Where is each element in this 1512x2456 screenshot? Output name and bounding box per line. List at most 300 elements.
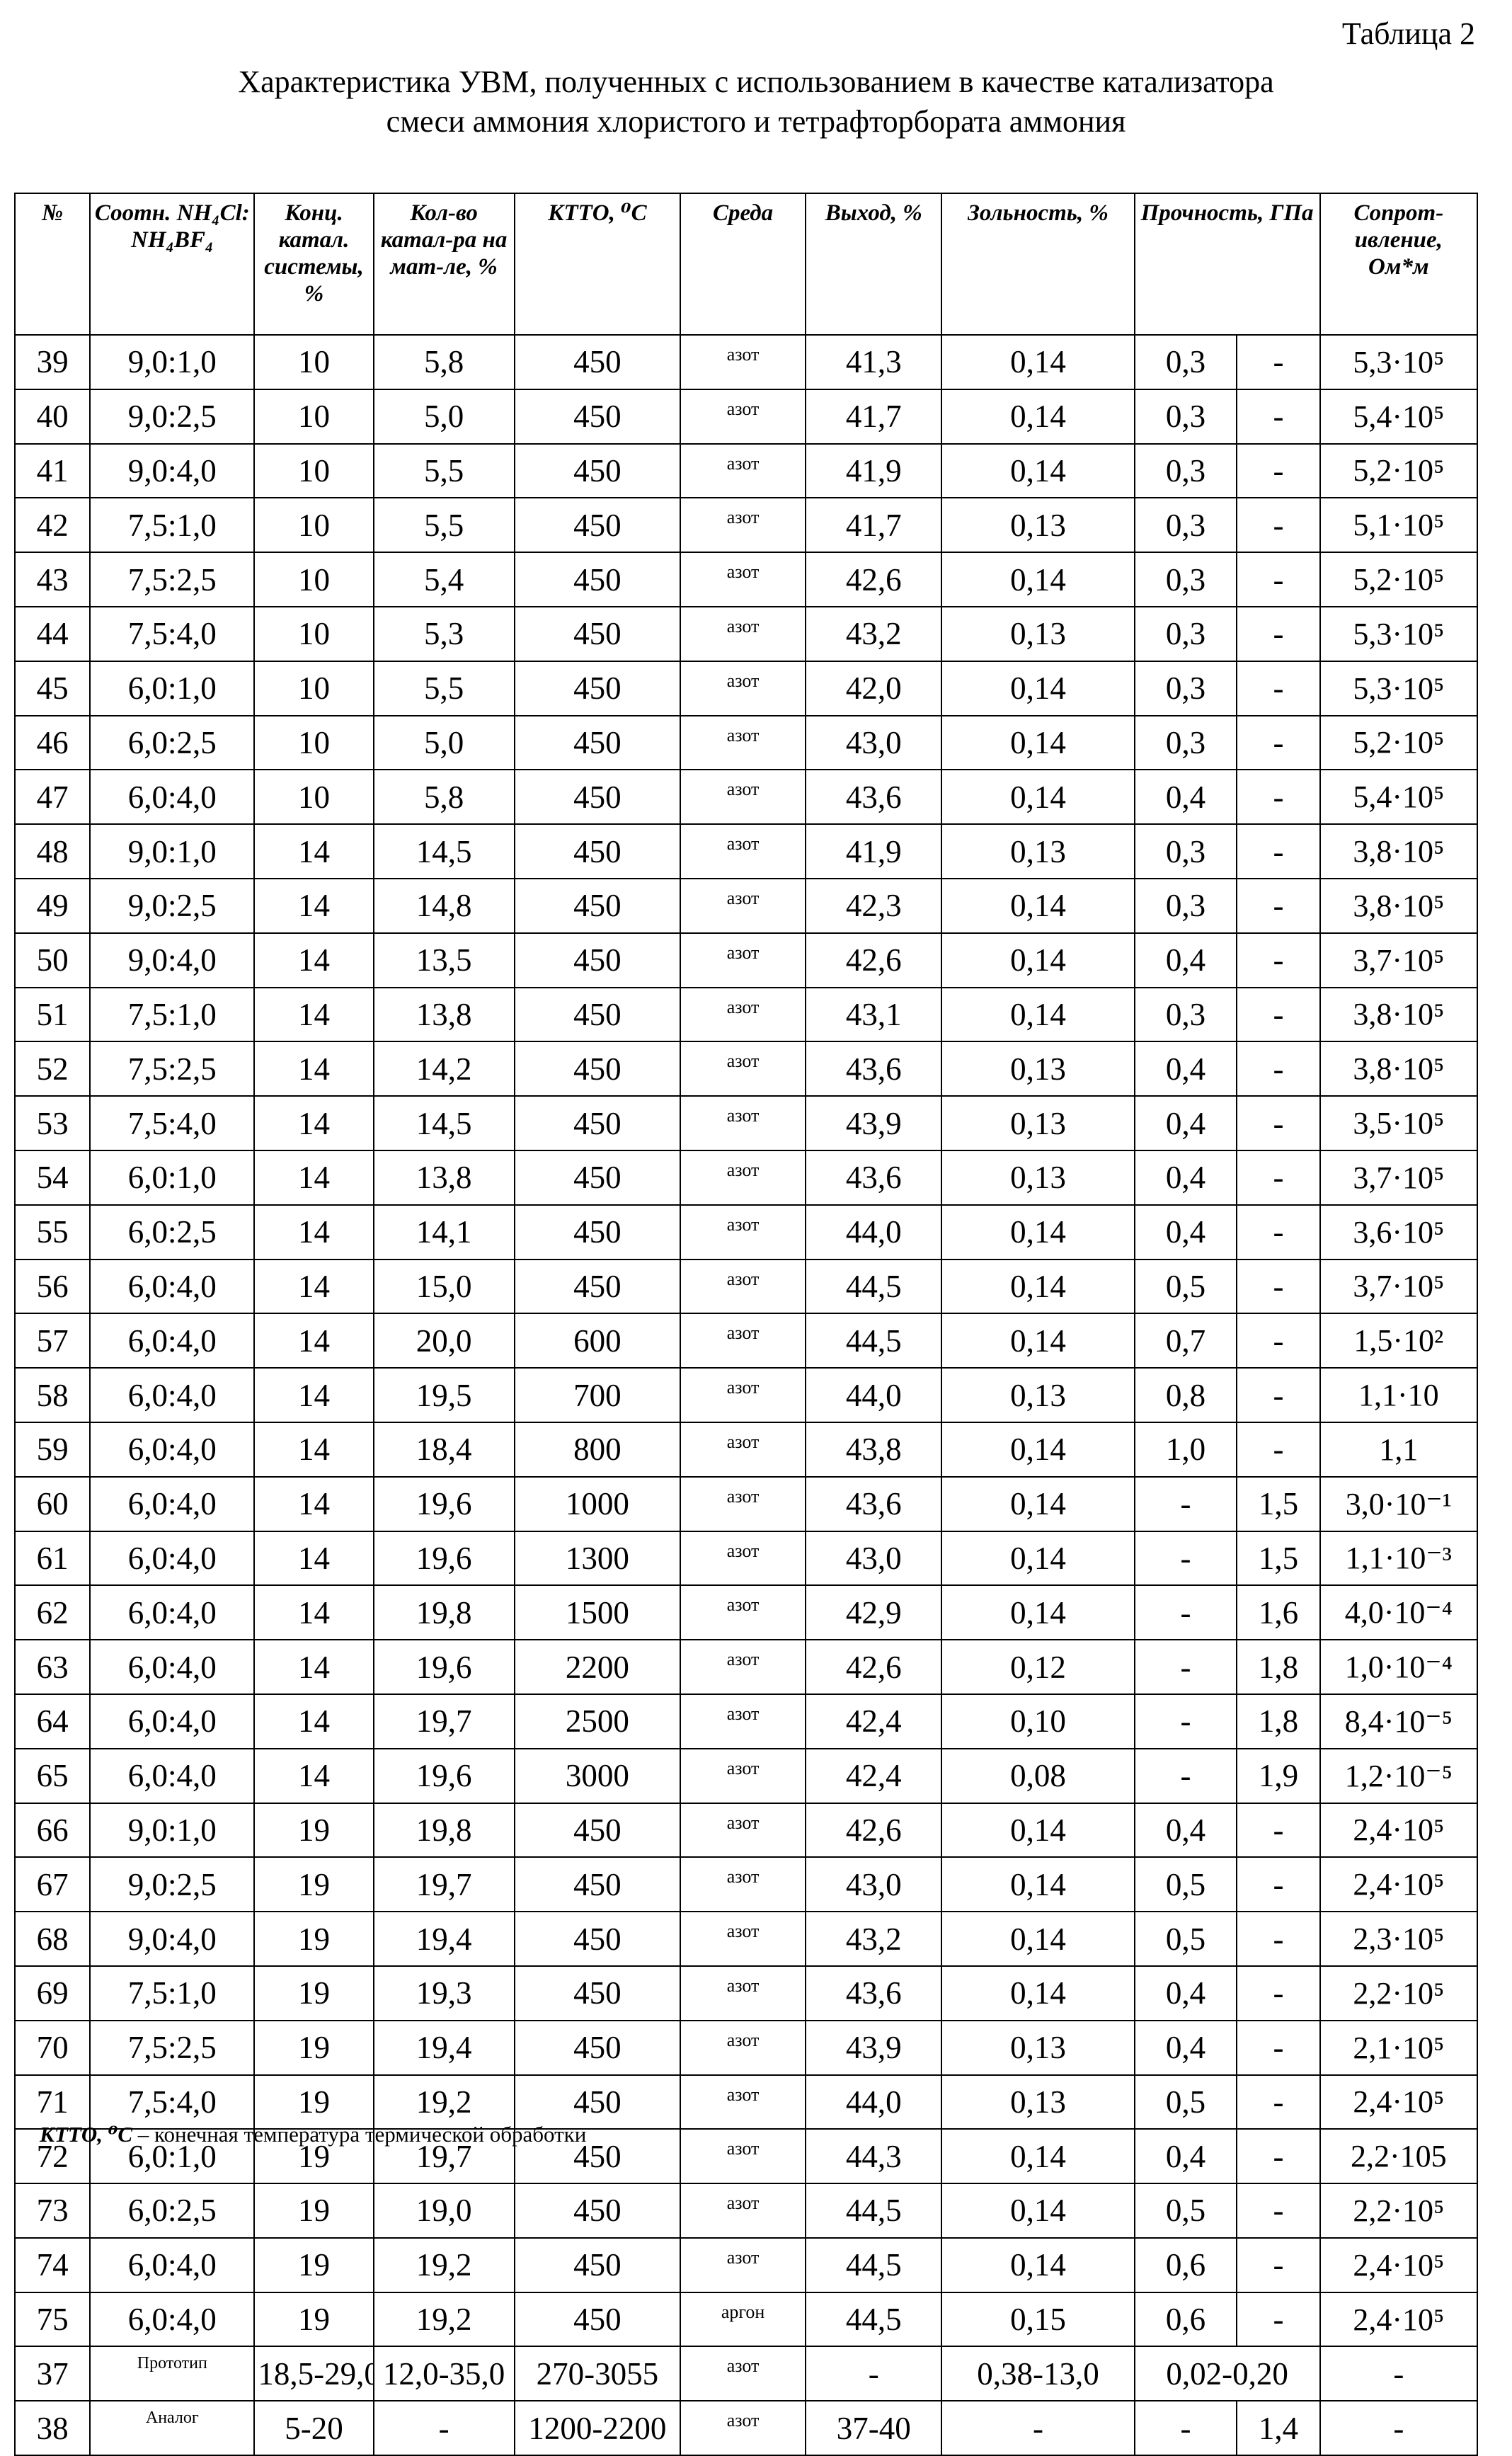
cell-ratio: 6,0:4,0	[90, 1477, 254, 1531]
cell-ash: 0,13	[941, 1096, 1134, 1150]
cell-yield: 43,0	[806, 716, 941, 770]
cell-medium: азот	[680, 2129, 806, 2183]
cell-num: 45	[15, 661, 90, 716]
cell-s1: 0,4	[1135, 1205, 1237, 1260]
cell-conc: 14	[254, 1694, 373, 1749]
cell-amount: 13,8	[374, 1150, 515, 1205]
cell-amount: 18,4	[374, 1422, 515, 1477]
table-row	[15, 1150, 1477, 1205]
cell-res: 2,2·10⁵	[1320, 2183, 1477, 2238]
cell-yield: 42,4	[806, 1749, 941, 1803]
cell-ash: 0,14	[941, 770, 1134, 824]
cell-ratio: 6,0:4,0	[90, 770, 254, 824]
cell-res: 5,3·10⁵	[1320, 607, 1477, 661]
cell-res: 3,8·10⁵	[1320, 1041, 1477, 1096]
table-row	[15, 716, 1477, 770]
cell-medium: азот	[680, 2401, 806, 2455]
cell-s1: 0,3	[1135, 879, 1237, 933]
cell-s2: -	[1237, 1857, 1319, 1912]
cell-ktto: 450	[515, 1205, 680, 1260]
cell-num: 56	[15, 1260, 90, 1314]
cell-amount: 14,1	[374, 1205, 515, 1260]
cell-ratio: 6,0:2,5	[90, 2183, 254, 2238]
cell-amount: 19,7	[374, 1857, 515, 1912]
cell-num: 68	[15, 1912, 90, 1966]
header-ktto: КТТО, ⁰С	[515, 193, 680, 335]
cell-ash: 0,14	[941, 2238, 1134, 2292]
cell-s2: 1,6	[1237, 1585, 1319, 1640]
cell-s2: -	[1237, 498, 1319, 552]
cell-yield: 44,5	[806, 2238, 941, 2292]
cell-conc: 14	[254, 933, 373, 988]
cell-s1: 1,0	[1135, 1422, 1237, 1477]
cell-ash: 0,13	[941, 498, 1134, 552]
cell-ktto: 800	[515, 1422, 680, 1477]
cell-yield: 43,1	[806, 988, 941, 1042]
cell-yield: 44,5	[806, 1313, 941, 1368]
cell-amount: 19,3	[374, 1966, 515, 2021]
cell-s1: 0,3	[1135, 607, 1237, 661]
cell-conc: 10	[254, 552, 373, 607]
cell-num: 37	[15, 2346, 90, 2401]
cell-conc: 19	[254, 2129, 373, 2183]
cell-ratio: 6,0:2,5	[90, 716, 254, 770]
cell-amount: 5,4	[374, 552, 515, 607]
cell-conc: 10	[254, 661, 373, 716]
cell-num: 66	[15, 1803, 90, 1858]
cell-ratio: 6,0:4,0	[90, 1260, 254, 1314]
cell-medium: азот	[680, 1260, 806, 1314]
cell-s2: -	[1237, 661, 1319, 716]
cell-s2: -	[1237, 770, 1319, 824]
cell-yield: 43,9	[806, 1096, 941, 1150]
table-row	[15, 2021, 1477, 2075]
table-row	[15, 1205, 1477, 1260]
cell-medium: азот	[680, 1205, 806, 1260]
cell-amount: 19,5	[374, 1368, 515, 1422]
cell-medium: азот	[680, 1803, 806, 1858]
cell-ash: 0,13	[941, 607, 1134, 661]
cell-num: 50	[15, 933, 90, 988]
cell-s2: -	[1237, 1803, 1319, 1858]
cell-conc: 19	[254, 2075, 373, 2130]
cell-res: 5,2·10⁵	[1320, 716, 1477, 770]
cell-num: 67	[15, 1857, 90, 1912]
cell-s1: -	[1135, 1749, 1237, 1803]
cell-res: 4,0·10⁻⁴	[1320, 1585, 1477, 1640]
cell-medium: азот	[680, 2238, 806, 2292]
cell-ratio: 7,5:1,0	[90, 1966, 254, 2021]
cell-s1: 0,3	[1135, 389, 1237, 444]
cell-num: 39	[15, 335, 90, 389]
cell-ktto: 2500	[515, 1694, 680, 1749]
cell-yield: 42,6	[806, 552, 941, 607]
cell-yield: 43,6	[806, 1966, 941, 2021]
cell-conc: 18,5-29,0	[254, 2346, 373, 2401]
cell-medium: азот	[680, 1640, 806, 1694]
cell-s1: 0,4	[1135, 933, 1237, 988]
cell-ratio: 6,0:1,0	[90, 661, 254, 716]
cell-ratio: 6,0:1,0	[90, 1150, 254, 1205]
cell-res: 8,4·10⁻⁵	[1320, 1694, 1477, 1749]
cell-amount: 19,6	[374, 1531, 515, 1586]
cell-conc: 19	[254, 1966, 373, 2021]
cell-ash: 0,14	[941, 879, 1134, 933]
cell-yield: 43,6	[806, 1477, 941, 1531]
cell-conc: 10	[254, 607, 373, 661]
cell-amount: 19,7	[374, 2129, 515, 2183]
cell-yield: 41,7	[806, 498, 941, 552]
cell-ktto: 270-3055	[515, 2346, 680, 2401]
cell-amount: 13,5	[374, 933, 515, 988]
cell-res: 3,0·10⁻¹	[1320, 1477, 1477, 1531]
cell-medium: азот	[680, 1531, 806, 1586]
cell-ash: 0,14	[941, 444, 1134, 498]
table-row	[15, 1749, 1477, 1803]
cell-medium: азот	[680, 1313, 806, 1368]
cell-ktto: 600	[515, 1313, 680, 1368]
cell-num: 72	[15, 2129, 90, 2183]
cell-ash: 0,14	[941, 1912, 1134, 1966]
cell-s2: -	[1237, 552, 1319, 607]
table-row	[15, 2292, 1477, 2347]
cell-conc: 14	[254, 1640, 373, 1694]
cell-ash: 0,14	[941, 1313, 1134, 1368]
cell-s2: -	[1237, 1368, 1319, 1422]
cell-res: 5,2·10⁵	[1320, 552, 1477, 607]
cell-amount: 14,2	[374, 1041, 515, 1096]
cell-conc: 10	[254, 716, 373, 770]
cell-ratio: 6,0:4,0	[90, 1749, 254, 1803]
cell-medium: азот	[680, 2183, 806, 2238]
cell-ratio: 6,0:4,0	[90, 2238, 254, 2292]
cell-amount: 5,8	[374, 770, 515, 824]
cell-num: 73	[15, 2183, 90, 2238]
table-row	[15, 389, 1477, 444]
cell-ash: 0,15	[941, 2292, 1134, 2347]
table-row	[15, 1912, 1477, 1966]
table-row	[15, 988, 1477, 1042]
cell-ash: 0,08	[941, 1749, 1134, 1803]
cell-medium: азот	[680, 389, 806, 444]
cell-ratio: 6,0:4,0	[90, 1640, 254, 1694]
cell-res: 2,2·10⁵	[1320, 1966, 1477, 2021]
cell-amount: 19,2	[374, 2075, 515, 2130]
cell-amount: 5,8	[374, 335, 515, 389]
cell-yield: 43,6	[806, 1041, 941, 1096]
cell-ktto: 450	[515, 2129, 680, 2183]
cell-ratio: 7,5:2,5	[90, 552, 254, 607]
cell-ash: 0,14	[941, 1585, 1134, 1640]
cell-medium: азот	[680, 2075, 806, 2130]
cell-ktto: 450	[515, 1150, 680, 1205]
cell-num: 74	[15, 2238, 90, 2292]
cell-ktto: 450	[515, 2183, 680, 2238]
cell-conc: 19	[254, 2238, 373, 2292]
cell-ratio: 6,0:4,0	[90, 1422, 254, 1477]
cell-ratio: 6,0:4,0	[90, 1585, 254, 1640]
cell-medium: азот	[680, 770, 806, 824]
cell-ratio: 7,5:1,0	[90, 988, 254, 1042]
cell-res: 3,7·10⁵	[1320, 1260, 1477, 1314]
cell-res: 3,7·10⁵	[1320, 1150, 1477, 1205]
cell-ktto: 450	[515, 988, 680, 1042]
cell-res: 5,1·10⁵	[1320, 498, 1477, 552]
cell-ratio: 6,0:4,0	[90, 2292, 254, 2347]
cell-num: 48	[15, 824, 90, 879]
cell-s1: 0,4	[1135, 1803, 1237, 1858]
cell-conc: 19	[254, 1912, 373, 1966]
cell-s2: -	[1237, 1912, 1319, 1966]
cell-res: 3,6·10⁵	[1320, 1205, 1477, 1260]
table-row	[15, 1477, 1477, 1531]
cell-conc: 19	[254, 1857, 373, 1912]
header-row	[15, 193, 1477, 335]
cell-ratio: 7,5:4,0	[90, 2075, 254, 2130]
cell-amount: 14,8	[374, 879, 515, 933]
cell-medium: азот	[680, 1912, 806, 1966]
cell-ktto: 450	[515, 2021, 680, 2075]
cell-ash: 0,14	[941, 988, 1134, 1042]
cell-res: 2,1·10⁵	[1320, 2021, 1477, 2075]
cell-ash: 0,14	[941, 335, 1134, 389]
table-row	[15, 933, 1477, 988]
cell-yield: 41,9	[806, 824, 941, 879]
cell-s1: -	[1135, 1477, 1237, 1531]
cell-s2: 1,5	[1237, 1531, 1319, 1586]
cell-s2: -	[1237, 335, 1319, 389]
cell-ratio: 7,5:4,0	[90, 1096, 254, 1150]
cell-medium: азот	[680, 1694, 806, 1749]
cell-s2: 1,9	[1237, 1749, 1319, 1803]
cell-num: 71	[15, 2075, 90, 2130]
cell-ktto: 450	[515, 716, 680, 770]
cell-ratio: 6,0:4,0	[90, 1313, 254, 1368]
header-num: №	[15, 193, 90, 335]
table-row	[15, 1585, 1477, 1640]
cell-res: 2,4·10⁵	[1320, 1857, 1477, 1912]
cell-ash: 0,14	[941, 1260, 1134, 1314]
cell-res: 5,3·10⁵	[1320, 661, 1477, 716]
cell-num: 47	[15, 770, 90, 824]
cell-ratio: Прототип	[90, 2346, 254, 2401]
cell-yield: 43,0	[806, 1531, 941, 1586]
cell-s2: -	[1237, 607, 1319, 661]
cell-amount: 19,8	[374, 1803, 515, 1858]
cell-ktto: 700	[515, 1368, 680, 1422]
header-conc: Конц. катал. системы, %	[254, 193, 373, 335]
cell-res: 1,2·10⁻⁵	[1320, 1749, 1477, 1803]
cell-s2: -	[1237, 2183, 1319, 2238]
cell-amount: 5,3	[374, 607, 515, 661]
cell-ratio: 9,0:2,5	[90, 879, 254, 933]
cell-ash: 0,14	[941, 1966, 1134, 2021]
cell-medium: азот	[680, 824, 806, 879]
cell-ash: 0,14	[941, 389, 1134, 444]
cell-res: 2,4·10⁵	[1320, 1803, 1477, 1858]
table-row	[15, 1422, 1477, 1477]
cell-yield: 42,6	[806, 1640, 941, 1694]
cell-s2: -	[1237, 2238, 1319, 2292]
cell-amount: 5,5	[374, 498, 515, 552]
cell-ktto: 450	[515, 1857, 680, 1912]
cell-s1: 0,5	[1135, 1912, 1237, 1966]
cell-num: 41	[15, 444, 90, 498]
cell-num: 44	[15, 607, 90, 661]
cell-num: 59	[15, 1422, 90, 1477]
cell-ktto: 2200	[515, 1640, 680, 1694]
cell-amount: 14,5	[374, 824, 515, 879]
cell-conc: 14	[254, 1422, 373, 1477]
cell-yield: 44,5	[806, 2183, 941, 2238]
cell-yield: 37-40	[806, 2401, 941, 2455]
cell-conc: 14	[254, 879, 373, 933]
table-row	[15, 552, 1477, 607]
cell-s1: 0,5	[1135, 2075, 1237, 2130]
cell-s2: -	[1237, 1966, 1319, 2021]
cell-s1: 0,3	[1135, 661, 1237, 716]
cell-ktto: 450	[515, 1041, 680, 1096]
cell-ktto: 450	[515, 2075, 680, 2130]
cell-yield: 42,6	[806, 933, 941, 988]
cell-medium: азот	[680, 444, 806, 498]
cell-yield: 43,9	[806, 2021, 941, 2075]
cell-ratio: 9,0:1,0	[90, 824, 254, 879]
cell-num: 49	[15, 879, 90, 933]
cell-ratio: 6,0:2,5	[90, 1205, 254, 1260]
cell-medium: аргон	[680, 2292, 806, 2347]
cell-s1: 0,6	[1135, 2292, 1237, 2347]
table-row	[15, 1857, 1477, 1912]
cell-num: 46	[15, 716, 90, 770]
cell-ktto: 450	[515, 1912, 680, 1966]
cell-yield: 41,3	[806, 335, 941, 389]
cell-conc: 14	[254, 988, 373, 1042]
cell-medium: азот	[680, 1041, 806, 1096]
cell-num: 52	[15, 1041, 90, 1096]
cell-ash: 0,14	[941, 1803, 1134, 1858]
cell-ash: 0,13	[941, 824, 1134, 879]
cell-conc: 14	[254, 1749, 373, 1803]
cell-conc: 10	[254, 444, 373, 498]
cell-yield: 43,6	[806, 770, 941, 824]
table-row	[15, 1694, 1477, 1749]
cell-conc: 14	[254, 1368, 373, 1422]
cell-res: 1,1·10⁻³	[1320, 1531, 1477, 1586]
cell-s1: 0,3	[1135, 988, 1237, 1042]
cell-amount: 19,4	[374, 2021, 515, 2075]
cell-conc: 14	[254, 1205, 373, 1260]
cell-medium: азот	[680, 1857, 806, 1912]
cell-res: 1,0·10⁻⁴	[1320, 1640, 1477, 1694]
table-row	[15, 2238, 1477, 2292]
cell-ash: 0,14	[941, 716, 1134, 770]
cell-num: 62	[15, 1585, 90, 1640]
cell-medium: азот	[680, 1096, 806, 1150]
cell-ratio: 9,0:1,0	[90, 1803, 254, 1858]
cell-conc: 14	[254, 1531, 373, 1586]
table-row	[15, 1640, 1477, 1694]
table-row	[15, 1260, 1477, 1314]
cell-num: 64	[15, 1694, 90, 1749]
cell-conc: 14	[254, 1096, 373, 1150]
cell-ktto: 450	[515, 770, 680, 824]
cell-s2: -	[1237, 933, 1319, 988]
cell-ash: 0,38-13,0	[941, 2346, 1134, 2401]
cell-medium: азот	[680, 1368, 806, 1422]
cell-s1: 0,5	[1135, 2183, 1237, 2238]
cell-conc: 14	[254, 824, 373, 879]
cell-ktto: 450	[515, 824, 680, 879]
cell-ash: 0,12	[941, 1640, 1134, 1694]
cell-amount: 15,0	[374, 1260, 515, 1314]
cell-yield: 44,0	[806, 1368, 941, 1422]
cell-yield: 44,3	[806, 2129, 941, 2183]
table-row	[15, 444, 1477, 498]
cell-s1: 0,4	[1135, 770, 1237, 824]
cell-s1: -	[1135, 1694, 1237, 1749]
cell-medium: азот	[680, 933, 806, 988]
cell-s2: -	[1237, 2292, 1319, 2347]
table-row	[15, 1966, 1477, 2021]
cell-conc: 10	[254, 498, 373, 552]
cell-num: 63	[15, 1640, 90, 1694]
cell-yield: 42,4	[806, 1694, 941, 1749]
cell-ash: 0,14	[941, 1422, 1134, 1477]
table-label: Таблица 2	[1342, 16, 1475, 52]
cell-ktto: 1200-2200	[515, 2401, 680, 2455]
cell-res: 2,2·105	[1320, 2129, 1477, 2183]
cell-amount: 19,8	[374, 1585, 515, 1640]
cell-conc: 14	[254, 1313, 373, 1368]
cell-s1: 0,3	[1135, 498, 1237, 552]
cell-ratio: 7,5:2,5	[90, 1041, 254, 1096]
cell-s1: 0,4	[1135, 1041, 1237, 1096]
cell-res: 2,4·10⁵	[1320, 2075, 1477, 2130]
cell-ratio: 6,0:1,0	[90, 2129, 254, 2183]
cell-num: 60	[15, 1477, 90, 1531]
cell-ash: 0,13	[941, 2075, 1134, 2130]
cell-strength-2: 1,4	[1237, 2401, 1319, 2455]
cell-ratio: 6,0:4,0	[90, 1368, 254, 1422]
header-yield: Выход, %	[806, 193, 941, 335]
cell-num: 38	[15, 2401, 90, 2455]
cell-amount: 5,0	[374, 389, 515, 444]
cell-ash: 0,10	[941, 1694, 1134, 1749]
cell-medium: азот	[680, 716, 806, 770]
cell-yield: 44,5	[806, 2292, 941, 2347]
cell-num: 61	[15, 1531, 90, 1586]
cell-s2: -	[1237, 988, 1319, 1042]
cell-yield: 42,0	[806, 661, 941, 716]
cell-yield: 43,2	[806, 607, 941, 661]
cell-num: 40	[15, 389, 90, 444]
cell-res: 5,2·10⁵	[1320, 444, 1477, 498]
header-ash: Зольность, %	[941, 193, 1134, 335]
cell-ash: 0,14	[941, 661, 1134, 716]
cell-amount: 19,7	[374, 1694, 515, 1749]
cell-yield: 44,5	[806, 1260, 941, 1314]
cell-ratio: 9,0:1,0	[90, 335, 254, 389]
cell-conc: 10	[254, 335, 373, 389]
cell-medium: азот	[680, 335, 806, 389]
table-row	[15, 498, 1477, 552]
cell-strength: 0,02-0,20	[1135, 2346, 1320, 2401]
cell-ratio: 9,0:4,0	[90, 1912, 254, 1966]
cell-ktto: 450	[515, 335, 680, 389]
cell-s2: -	[1237, 824, 1319, 879]
header-amount: Кол-во катал-ра на мат-ле, %	[374, 193, 515, 335]
